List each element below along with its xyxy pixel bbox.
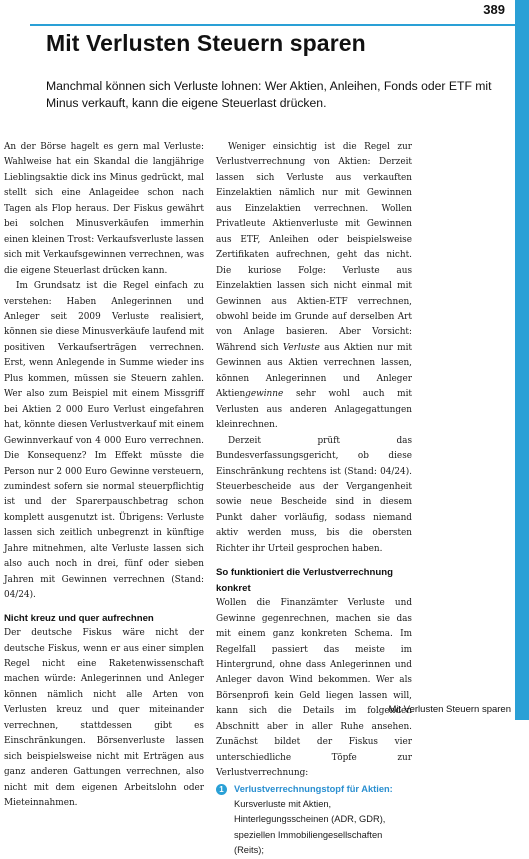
text-run: sehr wohl auch mit Verlusten aus anderen Anlagegattungen kleinrechnen.	[216, 389, 412, 431]
list-item-heading: Verlustverrechnungstopf für Aktien:	[234, 783, 393, 794]
right-column	[216, 140, 412, 859]
emphasis-text: gewinne	[245, 389, 284, 400]
accent-side-bar	[515, 0, 529, 720]
list-item	[216, 782, 412, 859]
section-heading: Nicht kreuz und quer aufrechnen	[4, 612, 154, 624]
list-item-text: Kursverluste mit Aktien, Hinterlegungsscheinen (ADR, GDR), speziellen Immobiliengesellschaften (Reits);	[234, 799, 386, 856]
number-badge-icon: 1	[216, 784, 227, 795]
body-paragraph: Derzeit prüft das Bundesverfassungsgericht, ob diese Einschränkung rechtens ist (Stand: 04/24). Steuerbescheide aus der Vergangenheit sowie neue Bescheide sind in diesem Punkt daher vorläufig, sodass niemand aktiv werden muss, bis die obersten Richter ihr Urteil gesprochen haben.	[216, 435, 412, 554]
section-heading: So funktioniert die Verlustverrechnung konkret	[216, 567, 393, 594]
text-run: Weniger einsichtig ist die Regel zur Verlustverrechnung von Aktien: Derzeit lassen sich Verluste aus verkauften Einzelaktien nämlich nur mit Gewinnen aus Einzelaktien verrechnen. Wollen Privatleute Aktienverluste mit Gewinnen aus ETF, Anleihen oder beispielsweise Zertifikaten aufrechnen, geht das nicht. Die kuriose Folge: Verluste aus Einzelaktien lassen sich nicht einmal mit Gewinnen aus Aktien-ETF verrechnen, obwohl beide im Grunde auf derselben Art von Anlage basieren. Aber Vorsicht: Während sich	[216, 142, 412, 353]
lead-paragraph: Manchmal können sich Verluste lohnen: Wer Aktien, Anleihen, Fonds oder ETF mit Minus verkauft, kann die eigene Steuerlast drücken.	[46, 79, 492, 110]
title-rule	[30, 24, 515, 26]
body-paragraph	[216, 140, 412, 434]
page-title: Mit Verlusten Steuern sparen	[46, 30, 366, 56]
body-paragraph: Der deutsche Fiskus wäre nicht der deutsche Fiskus, wenn er aus einer simplen Regel nicht eine Raketenwissenschaft machen würde: Anlegerinnen und Anleger können nämlich nicht alle Arten von Verlusten kreuz und quer miteinander verrechnen, stattdessen gibt es Einschränkungen. Börsenverluste lassen sich beispielsweise nicht mit Erträgen aus ganz anderen Gattungen verrechnen, also nicht mit dem eigenen Arbeitslohn oder Mieteinnahmen.	[4, 628, 204, 809]
page-number: 389	[483, 2, 505, 17]
text-run: aus Aktien nur mit Gewinnen aus Aktien verrechnen lassen, können Anlegerinnen und Anleger Aktien	[216, 342, 412, 400]
body-paragraph: Im Grundsatz ist die Regel einfach zu verstehen: Haben Anlegerinnen und Anleger seit 2009 Verluste realisiert, können sie diese Minusverkäufe laufend mit positiven Verkaufserträgen verrechnen. Erst, wenn Anlegende in Summe wieder ins Plus kommen, müssen sie Steuern zahlen. Wer also zum Beispiel mit einem Missgriff bei Aktien 2 000 Euro Verlust eingefahren hat, könnte diesen Verlustverkauf mit einem Gewinnverkauf von 4 000 Euro verrechnen. Die Konsequenz? Im Effekt müsste die Person nur 2 000 Euro Gewinne versteuern, zumindest sofern sie normal steuerpflichtig ist und der Sparerpauschbetrag schon komplett ausgenutzt ist. Übrigens: Verluste lassen sich zeitlich unbegrenzt in künftige Jahre mitnehmen, alte Verluste lassen sich also auch noch in drei, fünf oder sieben Jahren mit Gewinnen verrechnen (Stand: 04/24).	[4, 281, 205, 601]
running-footer: Mit Verlusten Steuern sparen	[388, 704, 511, 715]
left-column	[4, 140, 204, 811]
body-paragraph: An der Börse hagelt es gern mal Verluste: Wahlweise hat ein Skandal die langjährige Lieblingsaktie dick ins Minus gedrückt, mal stellt sich eine Anlageidee schon nach Tagen als Flop heraus. Der Fiskus gewährt bei solchen Minusverkäufen immerhin einen kleinen Trost: Verkaufsverluste lassen sich mit Verkaufsgewinnen verrechnen, was die eigene Steuerlast drücken kann.	[4, 142, 204, 276]
emphasis-text: Verluste	[282, 342, 320, 353]
body-paragraph: Wollen die Finanzämter Verluste und Gewinne gegenrechnen, machen sie das mit einem ganz konkreten Schema. Im Regelfall passiert das meiste im Hintergrund, ohne dass Anlegerinnen und Anleger davon Wind bekommen. Wer als Börsenprofi kein Geld liegen lassen will, kann sich die Details im folgenden Abschnitt aber in aller Ruhe ansehen. Zunächst bildet der Fiskus vier unterschiedliche Töpfe zur Verlustverrechnung:	[216, 598, 412, 779]
